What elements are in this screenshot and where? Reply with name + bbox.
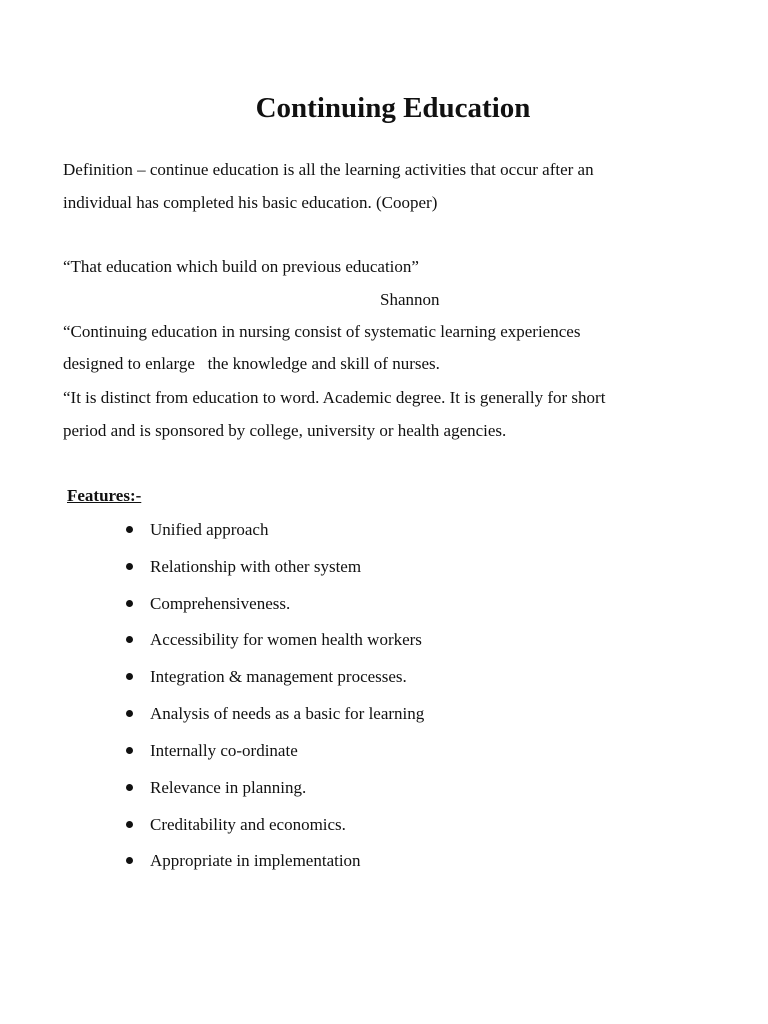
bullet-icon xyxy=(126,747,133,754)
feature-text: Comprehensiveness. xyxy=(150,594,291,613)
feature-text: Unified approach xyxy=(150,520,269,539)
bullet-icon xyxy=(126,636,133,643)
bullet-icon xyxy=(126,857,133,864)
quote-attribution: Shannon xyxy=(380,290,440,309)
nursing-definition-line: “Continuing education in nursing consist of systematic learning experiences xyxy=(63,322,581,341)
bullet-icon xyxy=(126,784,133,791)
feature-text: Creditability and economics. xyxy=(150,815,346,834)
bullet-icon xyxy=(126,673,133,680)
bullet-icon xyxy=(126,821,133,828)
feature-text: Analysis of needs as a basic for learning xyxy=(150,704,425,723)
definition-line: individual has completed his basic education. (Cooper) xyxy=(63,193,438,212)
definition-line: Definition – continue education is all the learning activities that occur after an xyxy=(63,160,594,179)
feature-text: Internally co-ordinate xyxy=(150,741,298,760)
feature-text: Accessibility for women health workers xyxy=(150,630,422,649)
page-title: Continuing Education xyxy=(255,92,531,124)
bullet-icon xyxy=(126,526,133,533)
nursing-definition-line: period and is sponsored by college, university or health agencies. xyxy=(63,421,507,440)
bullet-icon xyxy=(126,563,133,570)
feature-text: Relationship with other system xyxy=(150,557,362,576)
feature-text: Integration & management processes. xyxy=(150,667,407,686)
bullet-icon xyxy=(126,600,133,607)
bullet-icon xyxy=(126,710,133,717)
shannon-quote: “That education which build on previous education” xyxy=(63,257,419,276)
features-heading: Features:- xyxy=(67,486,142,505)
feature-text: Appropriate in implementation xyxy=(150,851,361,870)
feature-text: Relevance in planning. xyxy=(150,778,307,797)
nursing-definition-line: “It is distinct from education to word. Academic degree. It is generally for short xyxy=(63,388,606,407)
nursing-definition-line: designed to enlarge the knowledge and skill of nurses. xyxy=(63,354,440,373)
